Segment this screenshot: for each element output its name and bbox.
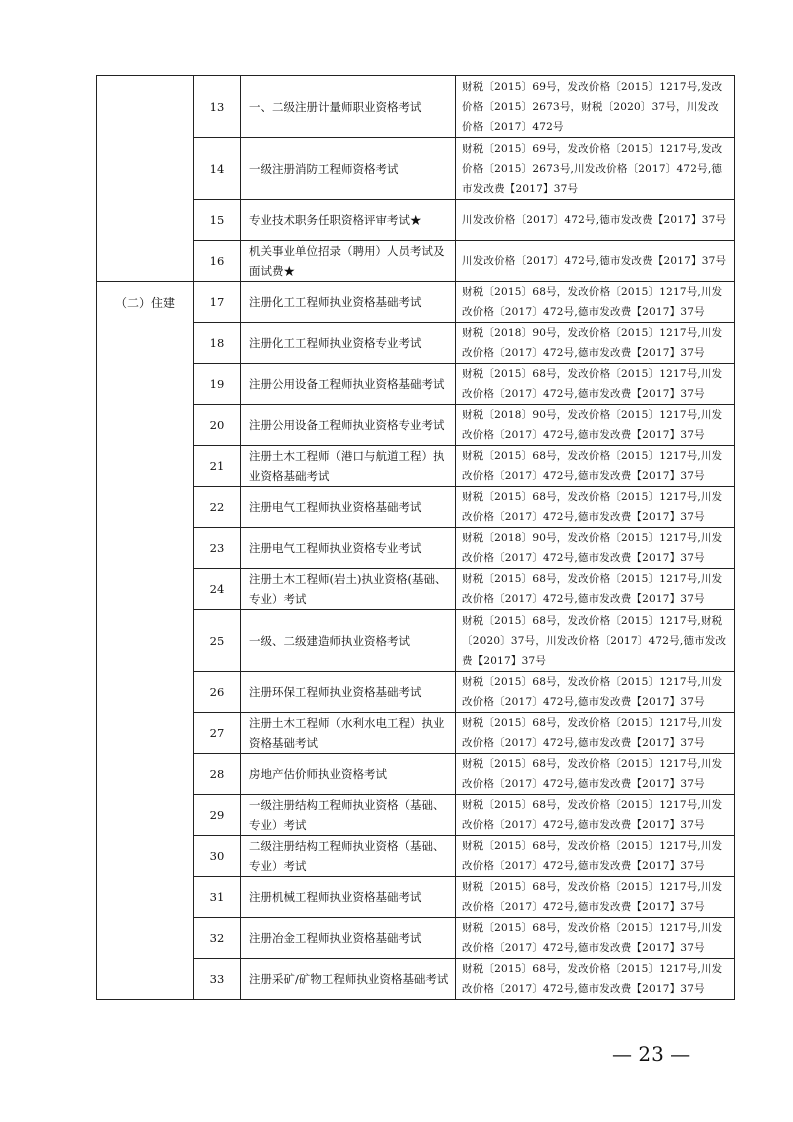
fee-basis: 财税〔2015〕68号，发改价格〔2015〕1217号,川发改价格〔2017〕472号,德市发改费【2017】37号 <box>456 877 735 918</box>
exam-name: 注册化工工程师执业资格基础考试 <box>241 282 456 323</box>
row-number: 25 <box>194 610 241 672</box>
exam-name: 房地产估价师执业资格考试 <box>241 754 456 795</box>
fee-basis: 财税〔2015〕69号，发改价格〔2015〕1217号,发改价格〔2015〕2673号,川发改价格〔2017〕472号,德市发改费【2017】37号 <box>456 138 735 200</box>
exam-name: 一级、二级建造师执业资格考试 <box>241 610 456 672</box>
exam-name: 注册土木工程师（水利水电工程）执业资格基础考试 <box>241 713 456 754</box>
table-row <box>97 76 735 138</box>
exam-name: 一、二级注册计量师职业资格考试 <box>241 76 456 138</box>
fee-basis: 财税〔2015〕68号，发改价格〔2015〕1217号,川发改价格〔2017〕472号,德市发改费【2017】37号 <box>456 918 735 959</box>
fee-table-body <box>97 76 735 1000</box>
exam-name: 机关事业单位招录（聘用）人员考试及面试费★ <box>241 241 456 282</box>
row-number: 19 <box>194 364 241 405</box>
row-number: 13 <box>194 76 241 138</box>
row-number: 31 <box>194 877 241 918</box>
row-number: 32 <box>194 918 241 959</box>
row-number: 23 <box>194 528 241 569</box>
fee-basis: 川发改价格〔2017〕472号,德市发改费【2017】37号 <box>456 241 735 282</box>
fee-basis: 财税〔2015〕68号，发改价格〔2015〕1217号,川发改价格〔2017〕472号,德市发改费【2017】37号 <box>456 795 735 836</box>
row-number: 14 <box>194 138 241 200</box>
row-number: 24 <box>194 569 241 610</box>
row-number: 33 <box>194 959 241 1000</box>
fee-basis: 财税〔2018〕90号，发改价格〔2015〕1217号,川发改价格〔2017〕472号,德市发改费【2017】37号 <box>456 528 735 569</box>
exam-name: 注册环保工程师执业资格基础考试 <box>241 672 456 713</box>
row-number: 20 <box>194 405 241 446</box>
fee-basis: 财税〔2015〕68号，发改价格〔2015〕1217号,川发改价格〔2017〕472号,德市发改费【2017】37号 <box>456 754 735 795</box>
fee-basis: 财税〔2015〕68号，发改价格〔2015〕1217号,川发改价格〔2017〕472号,德市发改费【2017】37号 <box>456 713 735 754</box>
row-number: 30 <box>194 836 241 877</box>
fee-basis: 财税〔2015〕69号，发改价格〔2015〕1217号,发改价格〔2015〕2673号，财税〔2020〕37号，川发改价格〔2017〕472号 <box>456 76 735 138</box>
fee-basis: 财税〔2018〕90号，发改价格〔2015〕1217号,川发改价格〔2017〕472号,德市发改费【2017】37号 <box>456 323 735 364</box>
row-number: 22 <box>194 487 241 528</box>
exam-name: 一级注册消防工程师资格考试 <box>241 138 456 200</box>
fee-basis: 财税〔2018〕90号，发改价格〔2015〕1217号,川发改价格〔2017〕472号,德市发改费【2017】37号 <box>456 405 735 446</box>
fee-basis: 川发改价格〔2017〕472号,德市发改费【2017】37号 <box>456 200 735 241</box>
table-row <box>97 282 735 323</box>
row-number: 28 <box>194 754 241 795</box>
exam-name: 注册冶金工程师执业资格基础考试 <box>241 918 456 959</box>
exam-name: 注册公用设备工程师执业资格专业考试 <box>241 405 456 446</box>
fee-basis: 财税〔2015〕68号，发改价格〔2015〕1217号,川发改价格〔2017〕472号,德市发改费【2017】37号 <box>456 282 735 323</box>
exam-name: 专业技术职务任职资格评审考试★ <box>241 200 456 241</box>
exam-name: 一级注册结构工程师执业资格（基础、专业）考试 <box>241 795 456 836</box>
exam-name: 注册土木工程师（港口与航道工程）执业资格基础考试 <box>241 446 456 487</box>
row-number: 27 <box>194 713 241 754</box>
fee-basis: 财税〔2015〕68号，发改价格〔2015〕1217号,川发改价格〔2017〕472号,德市发改费【2017】37号 <box>456 487 735 528</box>
fee-basis: 财税〔2015〕68号，发改价格〔2015〕1217号,财税〔2020〕37号，川发改价格〔2017〕472号,德市发改费【2017】37号 <box>456 610 735 672</box>
page-number: — 23 — <box>612 1042 691 1066</box>
exam-name: 注册公用设备工程师执业资格基础考试 <box>241 364 456 405</box>
row-number: 16 <box>194 241 241 282</box>
exam-name: 注册电气工程师执业资格基础考试 <box>241 487 456 528</box>
row-number: 15 <box>194 200 241 241</box>
category-cell: （二）住建 <box>97 282 194 1000</box>
row-number: 26 <box>194 672 241 713</box>
fee-basis: 财税〔2015〕68号，发改价格〔2015〕1217号,川发改价格〔2017〕472号,德市发改费【2017】37号 <box>456 672 735 713</box>
fee-basis: 财税〔2015〕68号，发改价格〔2015〕1217号,川发改价格〔2017〕472号,德市发改费【2017】37号 <box>456 836 735 877</box>
fee-basis: 财税〔2015〕68号，发改价格〔2015〕1217号,川发改价格〔2017〕472号,德市发改费【2017】37号 <box>456 446 735 487</box>
row-number: 29 <box>194 795 241 836</box>
fee-basis: 财税〔2015〕68号，发改价格〔2015〕1217号,川发改价格〔2017〕472号,德市发改费【2017】37号 <box>456 959 735 1000</box>
exam-name: 注册采矿/矿物工程师执业资格基础考试 <box>241 959 456 1000</box>
exam-name: 二级注册结构工程师执业资格（基础、专业）考试 <box>241 836 456 877</box>
row-number: 21 <box>194 446 241 487</box>
exam-name: 注册化工工程师执业资格专业考试 <box>241 323 456 364</box>
row-number: 17 <box>194 282 241 323</box>
exam-name: 注册电气工程师执业资格专业考试 <box>241 528 456 569</box>
exam-name: 注册土木工程师(岩土)执业资格(基础、专业）考试 <box>241 569 456 610</box>
fee-basis: 财税〔2015〕68号，发改价格〔2015〕1217号,川发改价格〔2017〕472号,德市发改费【2017】37号 <box>456 569 735 610</box>
fee-table <box>96 75 735 1000</box>
category-cell-blank <box>97 76 194 282</box>
fee-basis: 财税〔2015〕68号，发改价格〔2015〕1217号,川发改价格〔2017〕472号,德市发改费【2017】37号 <box>456 364 735 405</box>
row-number: 18 <box>194 323 241 364</box>
exam-name: 注册机械工程师执业资格基础考试 <box>241 877 456 918</box>
